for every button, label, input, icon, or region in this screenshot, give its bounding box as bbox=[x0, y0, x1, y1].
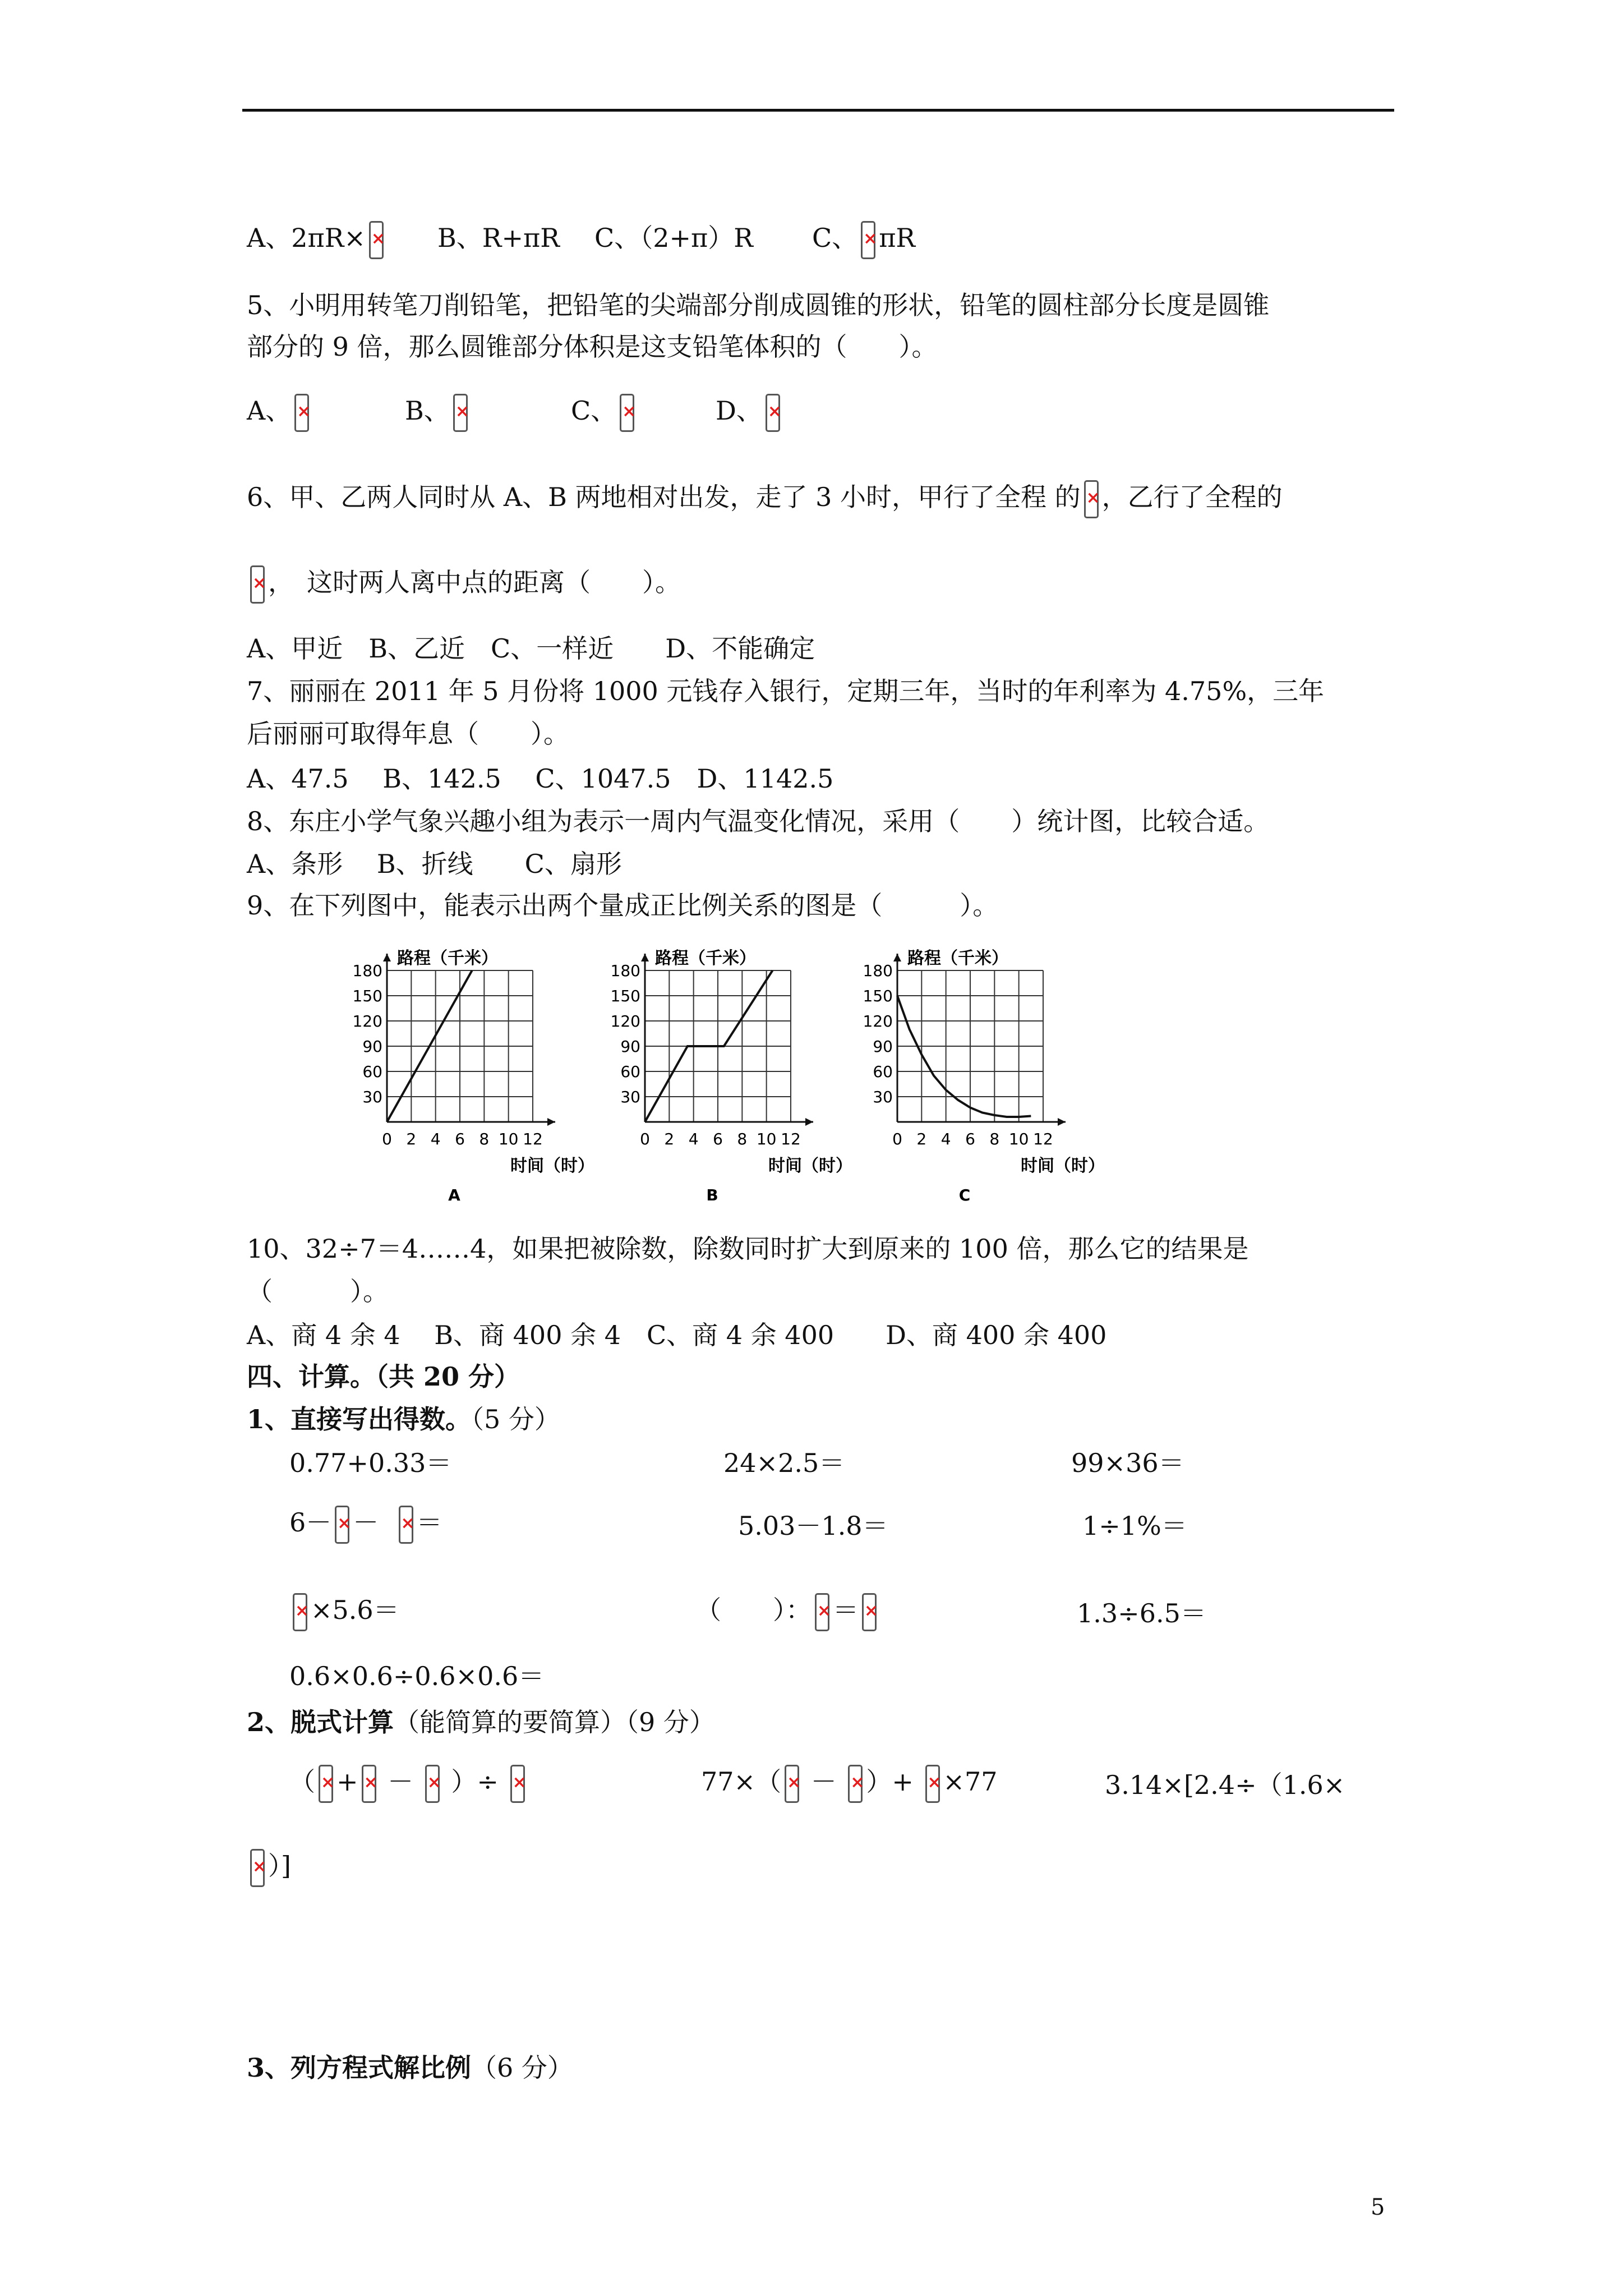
q10-line-2: （ ）。 bbox=[247, 1276, 389, 1306]
q5-line-2: 部分的 9 倍，那么圆锥部分体积是这支铅笔体积的（ ）。 bbox=[247, 332, 938, 362]
q4-option-c: C、（2+π）R bbox=[594, 223, 753, 253]
calc-r1c3: 99×36＝ bbox=[1071, 1448, 1184, 1478]
y-tick-label: 30 bbox=[362, 1088, 382, 1106]
q10-options: A、商 4 余 4 B、商 400 余 4 C、商 4 余 400 D、商 400 余 400 bbox=[247, 1320, 1107, 1350]
y-tick-label: 120 bbox=[352, 1012, 382, 1030]
chart-title: 路程（千米） bbox=[907, 949, 1008, 968]
page-number: 5 bbox=[1371, 2194, 1385, 2220]
q7-options: A、47.5 B、142.5 C、1047.5 D、1142.5 bbox=[247, 763, 834, 794]
calc-r4c1: 0.6×0.6÷0.6×0.6＝ bbox=[289, 1661, 545, 1691]
q9-line-1: 9、在下列图中，能表示出两个量成正比例关系的图是（ ）。 bbox=[247, 890, 999, 921]
formula-image-placeholder bbox=[453, 394, 468, 432]
q5-option-d: D、× bbox=[716, 394, 783, 432]
x-tick-label: 2 bbox=[916, 1130, 927, 1148]
y-tick-label: 90 bbox=[362, 1037, 382, 1056]
x-axis-arrow bbox=[1058, 1118, 1066, 1126]
formula-image-placeholder bbox=[862, 1593, 877, 1631]
part3-title: 3、列方程式解比例（6 分） bbox=[247, 2053, 573, 2083]
x-tick-label: 2 bbox=[664, 1130, 675, 1148]
chart-3 bbox=[863, 949, 1105, 1204]
x-tick-label: 8 bbox=[479, 1130, 490, 1148]
formula-image-placeholder bbox=[362, 1765, 376, 1803]
calc-r3c1: ××5.6＝ bbox=[289, 1593, 399, 1631]
q5-option-b: B、× bbox=[405, 394, 471, 432]
x-tick-label: 8 bbox=[989, 1130, 1000, 1148]
expr-3-start: 3.14×[2.4÷（1.6× bbox=[1105, 1770, 1345, 1800]
part2-title: 2、脱式计算（能简算的要简算）（9 分） bbox=[247, 1707, 715, 1737]
y-tick-label: 150 bbox=[610, 987, 640, 1005]
q4-option-b: B、R+πR bbox=[437, 223, 560, 253]
calc-r2c3: 1÷1%＝ bbox=[1082, 1511, 1187, 1541]
formula-image-placeholder bbox=[335, 1506, 349, 1544]
chart-title: 路程（千米） bbox=[397, 949, 498, 968]
y-tick-label: 90 bbox=[873, 1037, 893, 1056]
calc-r1c2: 24×2.5＝ bbox=[723, 1448, 845, 1478]
expr-2: 77×（× － × ）+ × ×77 bbox=[701, 1765, 998, 1803]
y-axis-arrow bbox=[641, 954, 649, 961]
y-tick-label: 120 bbox=[610, 1012, 640, 1030]
formula-image-placeholder bbox=[766, 394, 780, 432]
formula-image-placeholder bbox=[369, 221, 384, 259]
x-tick-label: 12 bbox=[1033, 1130, 1053, 1148]
formula-image-placeholder bbox=[620, 394, 634, 432]
section4-title: 四、计算。（共 20 分） bbox=[247, 1361, 520, 1392]
q8-line-1: 8、东庄小学气象兴趣小组为表示一周内气温变化情况，采用（ ）统计图，比较合适。 bbox=[247, 806, 1270, 836]
x-tick-label: 0 bbox=[892, 1130, 902, 1148]
q4-option-d: C、× πR bbox=[812, 221, 915, 259]
formula-image-placeholder bbox=[848, 1765, 863, 1803]
q6-options: A、甲近 B、乙近 C、一样近 D、不能确定 bbox=[247, 633, 815, 664]
formula-image-placeholder bbox=[815, 1593, 829, 1631]
y-tick-label: 180 bbox=[352, 961, 382, 980]
chart-title: 路程（千米） bbox=[655, 949, 756, 968]
y-tick-label: 180 bbox=[863, 961, 893, 980]
formula-image-placeholder bbox=[925, 1765, 940, 1803]
calc-r1c1: 0.77+0.33＝ bbox=[289, 1448, 452, 1478]
q5-line-1: 5、小明用转笔刀削铅笔，把铅笔的尖端部分削成圆锥的形状，铅笔的圆柱部分长度是圆锥 bbox=[247, 290, 1270, 320]
x-axis-arrow bbox=[547, 1118, 555, 1126]
q5-option-c: C、× bbox=[571, 394, 638, 432]
expr-3-end: ×）] bbox=[247, 1849, 291, 1887]
x-tick-label: 10 bbox=[1008, 1130, 1029, 1148]
q10-line-1: 10、32÷7＝4……4，如果把被除数，除数同时扩大到原来的 100 倍，那么它的结果是 bbox=[247, 1234, 1249, 1264]
calc-r2c1: 6－× － × ＝ bbox=[289, 1506, 442, 1544]
y-axis-arrow bbox=[383, 954, 391, 961]
chart-caption: A bbox=[448, 1186, 460, 1204]
q6-line-2: ×， 这时两人离中点的距离（ ）。 bbox=[247, 565, 681, 604]
x-tick-label: 4 bbox=[430, 1130, 441, 1148]
q4-options bbox=[247, 221, 387, 259]
q7-line-2: 后丽丽可取得年息（ ）。 bbox=[247, 719, 569, 749]
y-tick-label: 120 bbox=[863, 1012, 893, 1030]
formula-image-placeholder bbox=[250, 565, 265, 604]
q9-charts bbox=[348, 931, 1178, 1223]
x-tick-label: 12 bbox=[523, 1130, 543, 1148]
x-tick-label: 10 bbox=[498, 1130, 519, 1148]
q5-option-a: A、× bbox=[247, 394, 312, 432]
q8-options: A、条形 B、折线 C、扇形 bbox=[247, 849, 622, 879]
chart-caption: B bbox=[706, 1186, 718, 1204]
chart-2 bbox=[611, 949, 852, 1204]
formula-image-placeholder bbox=[510, 1765, 525, 1803]
chart-caption: C bbox=[958, 1186, 971, 1204]
x-tick-label: 4 bbox=[688, 1130, 699, 1148]
calc-r3c2: （ ）：× ＝× bbox=[695, 1593, 880, 1631]
formula-image-placeholder bbox=[861, 221, 875, 259]
y-tick-label: 30 bbox=[873, 1088, 893, 1106]
y-tick-label: 60 bbox=[620, 1062, 640, 1081]
x-tick-label: 6 bbox=[965, 1130, 975, 1148]
formula-image-placeholder bbox=[785, 1765, 799, 1803]
x-tick-label: 4 bbox=[940, 1130, 951, 1148]
expr-1: （× +× － × ）÷ × bbox=[289, 1765, 528, 1803]
x-tick-label: 2 bbox=[406, 1130, 417, 1148]
formula-image-placeholder bbox=[319, 1765, 333, 1803]
header-rule bbox=[242, 109, 1394, 112]
q4-option-a: A、2πR× bbox=[247, 223, 366, 253]
y-tick-label: 60 bbox=[362, 1062, 382, 1081]
formula-image-placeholder bbox=[294, 394, 309, 432]
part1-title: 1、直接写出得数。（5 分） bbox=[247, 1404, 560, 1434]
q6-line-1: 6、甲、乙两人同时从 A、B 两地相对出发，走了 3 小时，甲行了全程 的× ，乙行了全程的 bbox=[247, 480, 1283, 518]
y-tick-label: 150 bbox=[352, 987, 382, 1005]
formula-image-placeholder bbox=[1084, 480, 1099, 518]
formula-image-placeholder bbox=[250, 1849, 265, 1887]
x-tick-label: 0 bbox=[640, 1130, 650, 1148]
y-axis-arrow bbox=[893, 954, 901, 961]
formula-image-placeholder bbox=[399, 1506, 413, 1544]
x-tick-label: 0 bbox=[382, 1130, 392, 1148]
x-axis-label: 时间（时） bbox=[768, 1156, 852, 1176]
y-tick-label: 30 bbox=[620, 1088, 640, 1106]
y-tick-label: 180 bbox=[610, 961, 640, 980]
x-axis-arrow bbox=[805, 1118, 813, 1126]
x-axis-label: 时间（时） bbox=[510, 1156, 594, 1176]
formula-image-placeholder bbox=[293, 1593, 307, 1631]
x-tick-label: 8 bbox=[737, 1130, 748, 1148]
x-axis-label: 时间（时） bbox=[1021, 1156, 1105, 1176]
y-tick-label: 90 bbox=[620, 1037, 640, 1056]
calc-r3c3: 1.3÷6.5＝ bbox=[1077, 1598, 1206, 1628]
q7-line-1: 7、丽丽在 2011 年 5 月份将 1000 元钱存入银行，定期三年，当时的年利率为 4.75%，三年 bbox=[247, 676, 1325, 706]
chart-1 bbox=[353, 949, 594, 1204]
y-tick-label: 60 bbox=[873, 1062, 893, 1081]
x-tick-label: 6 bbox=[713, 1130, 723, 1148]
series-line bbox=[897, 996, 1031, 1117]
x-tick-label: 12 bbox=[781, 1130, 801, 1148]
formula-image-placeholder bbox=[425, 1765, 440, 1803]
calc-r2c2: 5.03－1.8＝ bbox=[738, 1511, 888, 1541]
y-tick-label: 150 bbox=[863, 987, 893, 1005]
x-tick-label: 6 bbox=[455, 1130, 465, 1148]
x-tick-label: 10 bbox=[756, 1130, 777, 1148]
